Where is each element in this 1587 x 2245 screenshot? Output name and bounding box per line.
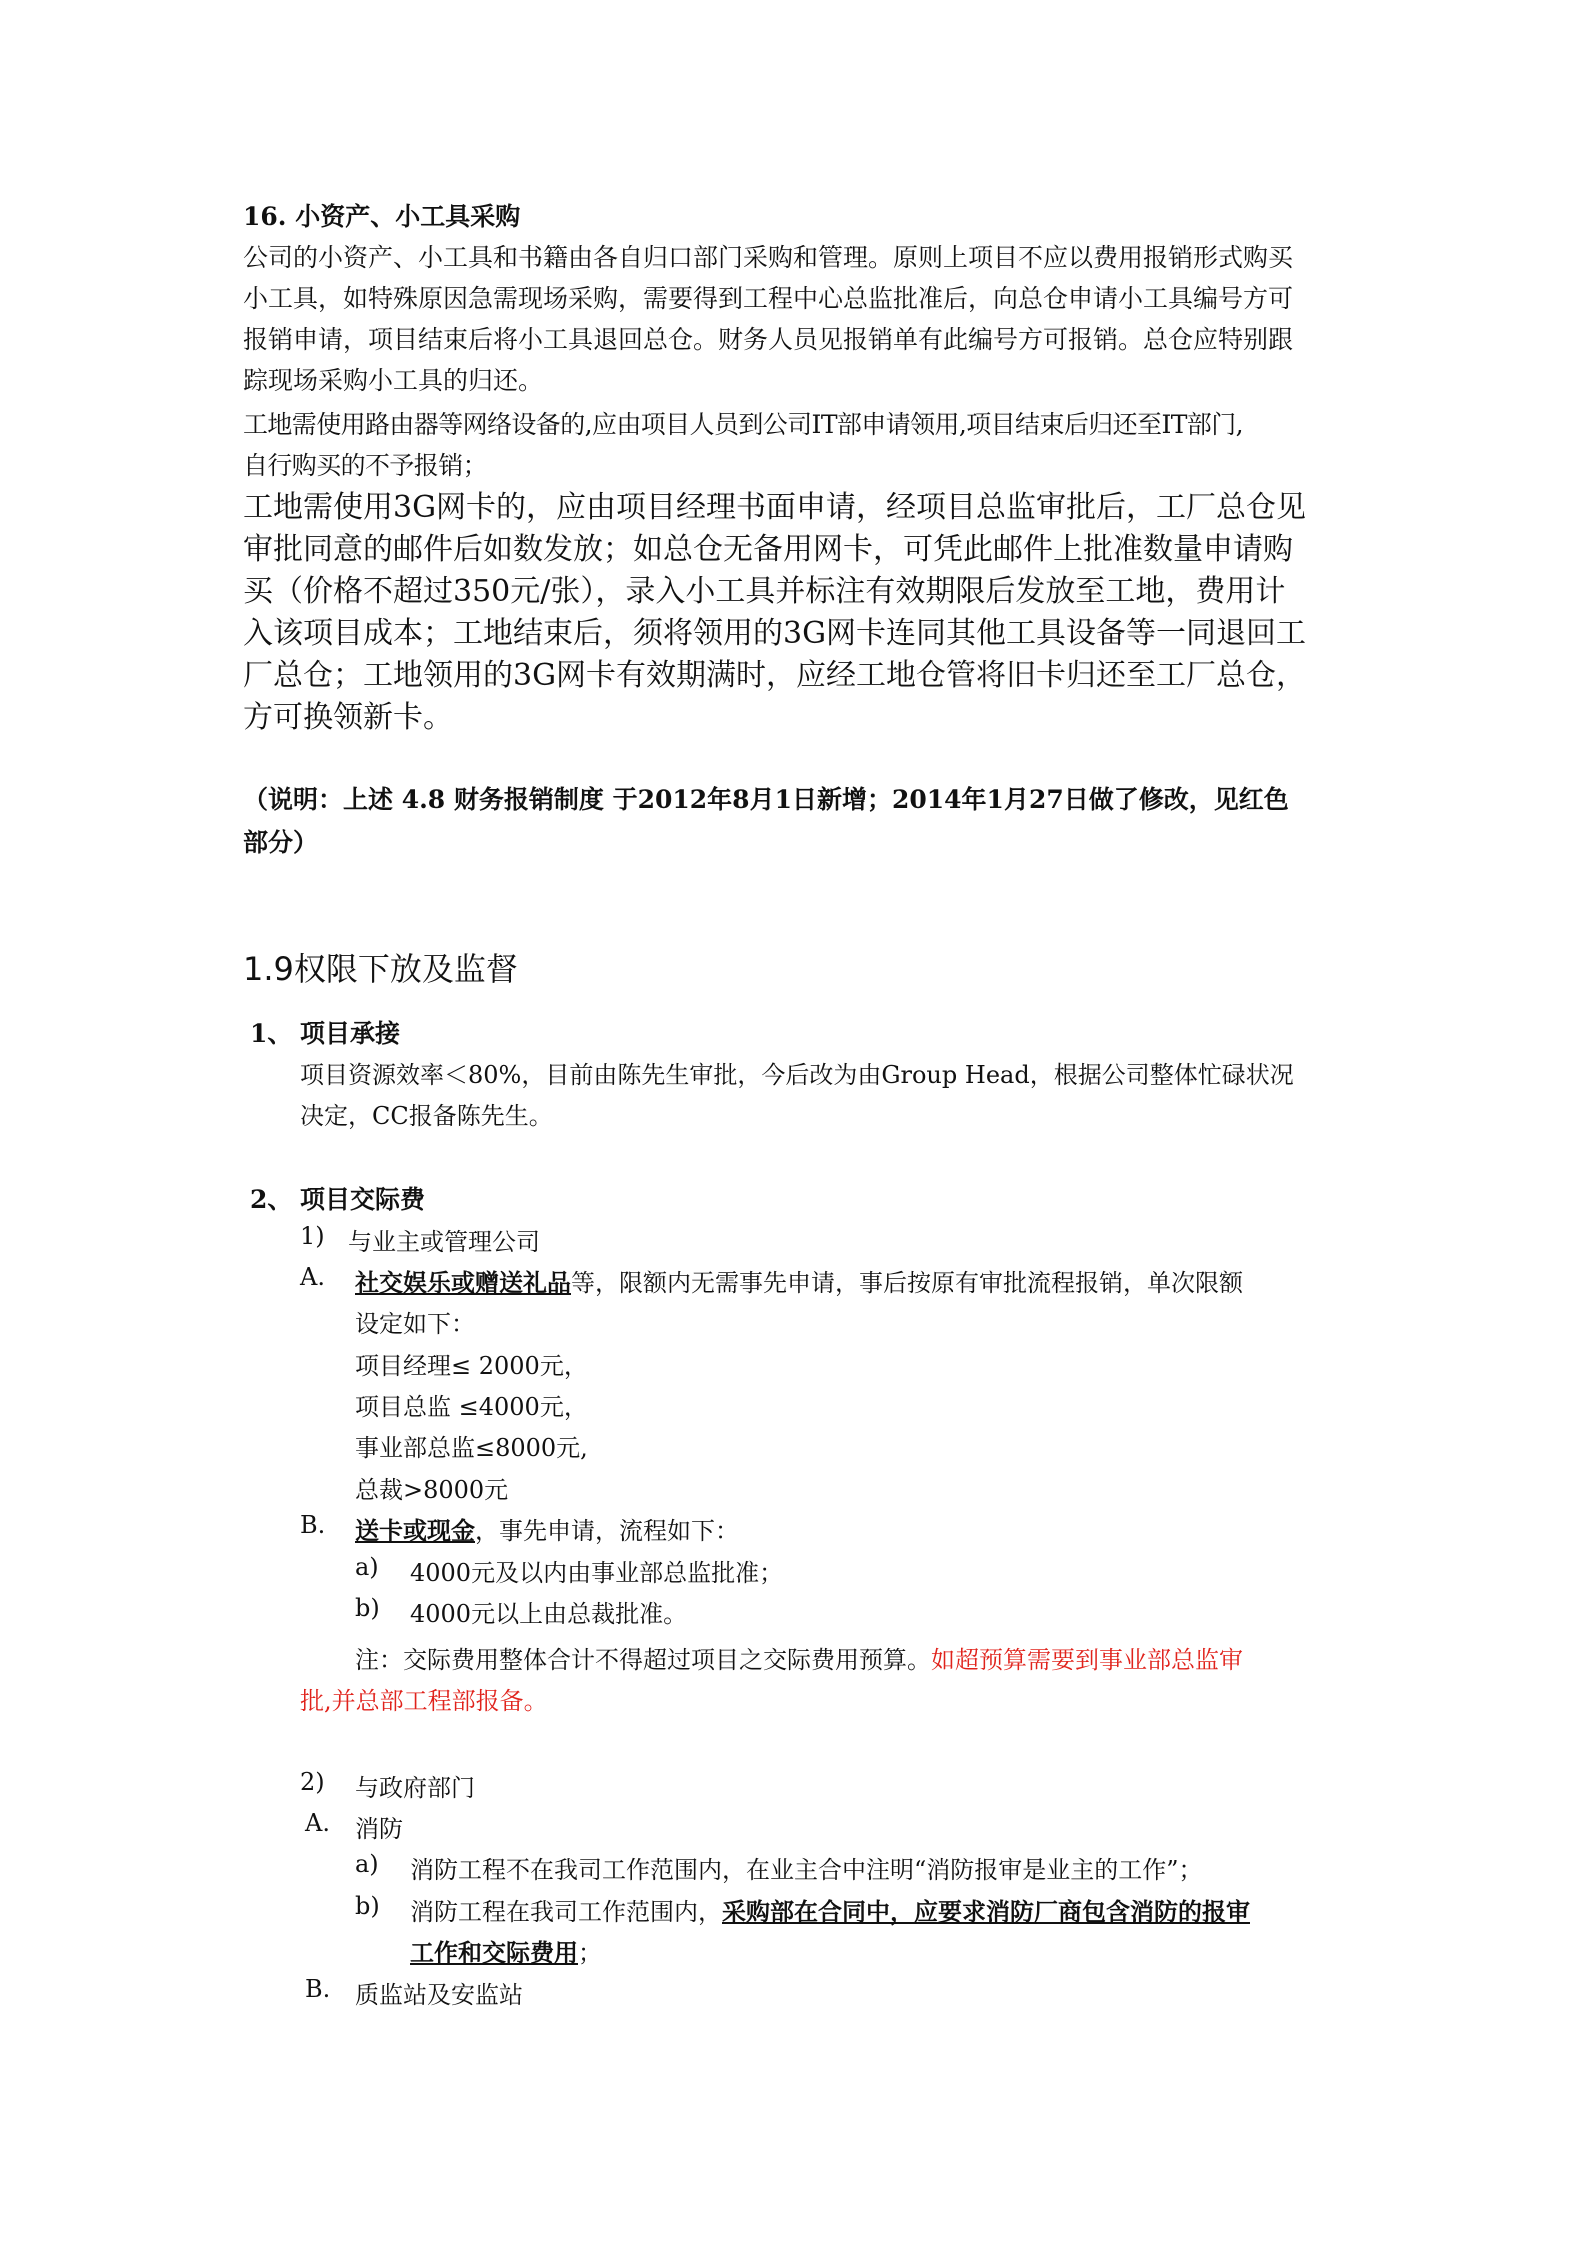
limit-line: 项目经理≤ 2000元， — [355, 1352, 588, 1380]
sub-1-B-a-text: 4000元及以内由事业部总监批准； — [410, 1559, 784, 1587]
text-span: 注：交际费用整体合计不得超过项目之交际费用预算。 — [355, 1646, 931, 1674]
red-revision-text: 批,并总部工程部报备。 — [300, 1687, 548, 1715]
item-2-number: 2、 — [250, 1185, 293, 1214]
sub-2-number: 2) — [300, 1768, 325, 1796]
sub-2-A-title: 消防 — [355, 1815, 403, 1843]
text-line: 工地需使用3G网卡的，应由项目经理书面申请，经项目总监审批后，工厂总仓见 — [243, 490, 1307, 525]
text-line: 买（价格不超过350元/张），录入小工具并标注有效期限后发放至工地，费用计 — [243, 574, 1286, 609]
sub-2-title: 与政府部门 — [355, 1774, 475, 1802]
text-line: 项目资源效率＜80%，目前由陈先生审批，今后改为由Group Head，根据公司整体忙碌状况 — [300, 1061, 1294, 1089]
sub-1-B-b-text: 4000元以上由总裁批准。 — [410, 1600, 688, 1628]
text-line: 入该项目成本；工地结束后，须将领用的3G网卡连同其他工具设备等一同退回工 — [243, 616, 1307, 651]
sub-2-b-line — [410, 1892, 1250, 1927]
sub-1-B-a-label: a) — [355, 1553, 379, 1581]
limit-line: 总裁>8000元 — [355, 1476, 509, 1504]
text-span: ，事先申请，流程如下： — [475, 1517, 739, 1545]
sub-1-A-line — [355, 1263, 1243, 1298]
underlined-term: 采购部在合同中，应要求消防厂商包含消防的报审 — [722, 1897, 1250, 1926]
sub-1-B-label: B. — [300, 1511, 326, 1539]
revision-note — [243, 778, 1289, 864]
section-16-title: 16. 小资产、小工具采购 — [243, 202, 521, 231]
text-line: 设定如下： — [355, 1310, 475, 1338]
sub-1-B-b-label: b) — [355, 1594, 380, 1622]
sub-2-A-label: A. — [305, 1809, 330, 1837]
text-line: 决定，CC报备陈先生。 — [300, 1102, 553, 1130]
text-line: 厂总仓；工地领用的3G网卡有效期满时，应经工地仓管将旧卡归还至工厂总仓， — [243, 658, 1307, 693]
text-line: 踪现场采购小工具的归还。 — [243, 366, 544, 395]
text-line: （说明：上述 4.8 财务报销制度 于2012年8月1日新增；2014年1月27日做了修改，见红色 — [243, 785, 1289, 814]
sub-1-B-line — [355, 1511, 739, 1546]
section-16-paragraph-2 — [243, 404, 1243, 486]
text-line: 报销申请，项目结束后将小工具退回总仓。财务人员见报销单有此编号方可报销。总仓应特别跟 — [243, 325, 1294, 354]
sub-1-title: 与业主或管理公司 — [348, 1228, 540, 1256]
text-line: 公司的小资产、小工具和书籍由各自归口部门采购和管理。原则上项目不应以费用报销形式购买 — [243, 243, 1294, 272]
item-1-number: 1、 — [250, 1019, 293, 1048]
text-line: 审批同意的邮件后如数发放；如总仓无备用网卡，可凭此邮件上批准数量申请购 — [243, 532, 1293, 567]
item-1-title: 项目承接 — [300, 1019, 401, 1048]
text-line: 小工具，如特殊原因急需现场采购，需要得到工程中心总监批准后，向总仓申请小工具编号方可 — [243, 284, 1294, 313]
section-16-paragraph-3 — [243, 487, 1306, 739]
section-16-paragraph-1 — [243, 237, 1293, 401]
sub-2-B-label: B. — [305, 1975, 331, 2003]
budget-note-line-1 — [355, 1640, 1243, 1675]
sub-2-b-label: b) — [355, 1892, 380, 1920]
text-line: 方可换领新卡。 — [243, 700, 453, 735]
sub-2-B-title: 质监站及安监站 — [355, 1981, 523, 2009]
underlined-term: 工作和交际费用 — [410, 1938, 578, 1967]
text-span: ； — [578, 1939, 602, 1967]
text-span: 消防工程在我司工作范围内， — [410, 1898, 722, 1926]
text-span: 等，限额内无需事先申请，事后按原有审批流程报销，单次限额 — [571, 1269, 1243, 1297]
item-2-title: 项目交际费 — [300, 1185, 426, 1214]
text-line: 自行购买的不予报销； — [243, 451, 488, 480]
sub-1-A-label: A. — [300, 1263, 325, 1291]
text-line: 部分） — [243, 828, 319, 857]
underlined-term: 社交娱乐或赠送礼品 — [355, 1268, 571, 1297]
sub-2-a-label: a) — [355, 1850, 379, 1878]
sub-1-number: 1) — [300, 1222, 325, 1250]
text-line: 工地需使用路由器等网络设备的,应由项目人员到公司IT部申请领用,项目结束后归还至IT部门, — [243, 410, 1243, 439]
red-revision-text: 如超预算需要到事业部总监审 — [931, 1646, 1243, 1674]
limit-line: 事业部总监≤8000元, — [355, 1434, 588, 1462]
sub-2-a-text: 消防工程不在我司工作范围内，在业主合中注明“消防报审是业主的工作”； — [410, 1856, 1203, 1884]
section-1-9-title: 1.9权限下放及监督 — [243, 950, 518, 988]
sub-2-b-line-2 — [410, 1933, 602, 1968]
underlined-term: 送卡或现金 — [355, 1516, 475, 1545]
limit-line: 项目总监 ≤4000元， — [355, 1393, 588, 1421]
